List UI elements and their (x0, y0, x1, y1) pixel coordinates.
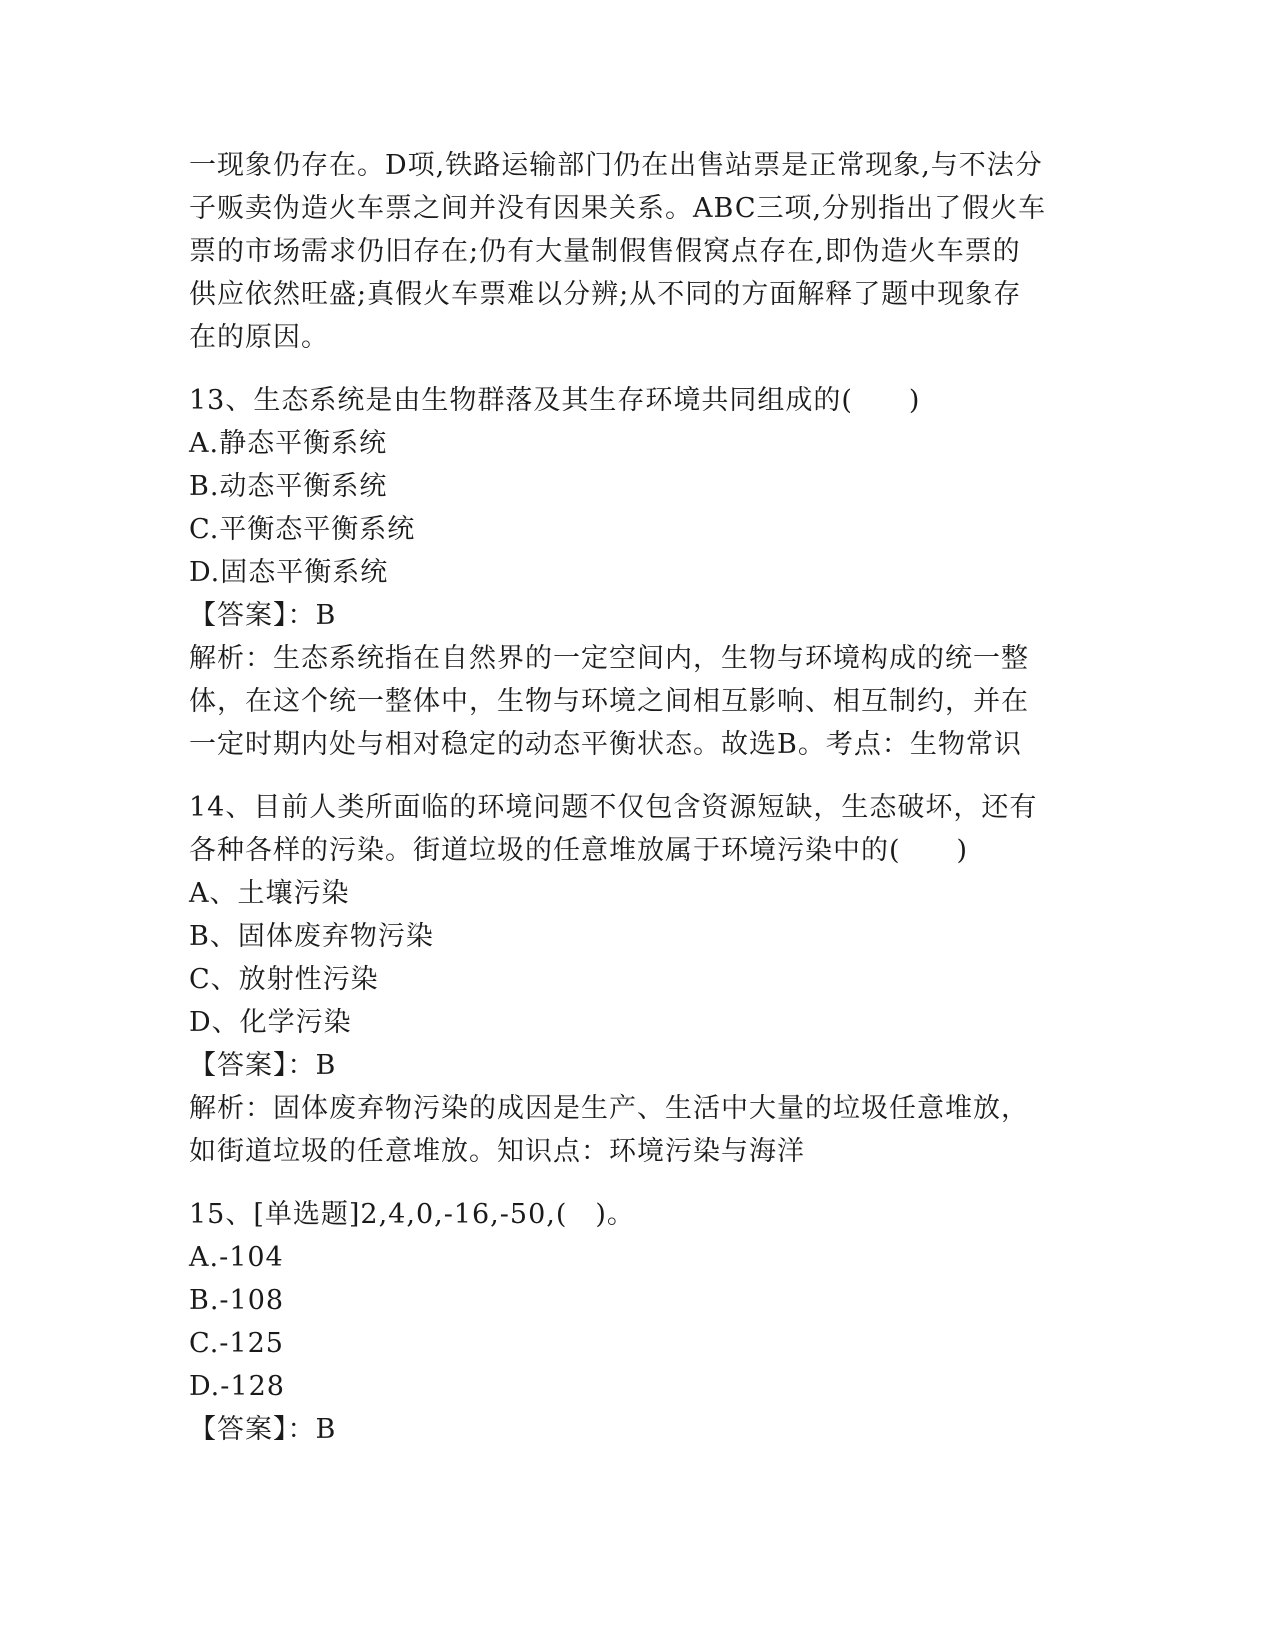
analysis-line: 解析：生态系统指在自然界的一定空间内，生物与环境构成的统一整 (189, 643, 1029, 674)
option-d: D.固态平衡系统 (189, 557, 389, 588)
analysis-line: 如街道垃圾的任意堆放。知识点：环境污染与海洋 (189, 1136, 805, 1167)
analysis-line: 体，在这个统一整体中，生物与环境之间相互影响、相互制约，并在 (189, 686, 1029, 717)
option-c: C.平衡态平衡系统 (189, 514, 416, 545)
option-b: B.动态平衡系统 (189, 471, 388, 502)
option-a: A、土壤污染 (189, 878, 350, 909)
question-stem: 13、生态系统是由生物群落及其生存环境共同组成的( ) (189, 385, 921, 416)
option-c: C、放射性污染 (189, 964, 379, 995)
option-d: D.-128 (189, 1371, 285, 1402)
text-line: 在的原因。 (189, 322, 329, 353)
question-15 (189, 1193, 1089, 1451)
text-line: 子贩卖伪造火车票之间并没有因果关系。ABC三项,分别指出了假火车 (189, 193, 1047, 224)
question-stem: 各种各样的污染。街道垃圾的任意堆放属于环境污染中的( ) (189, 835, 969, 866)
intro-paragraph (189, 144, 1089, 359)
option-b: B、固体废弃物污染 (189, 921, 434, 952)
text-line: 一现象仍存在。D项,铁路运输部门仍在出售站票是正常现象,与不法分 (189, 150, 1043, 181)
text-line: 供应依然旺盛;真假火车票难以分辨;从不同的方面解释了题中现象存 (189, 279, 1022, 310)
option-a: A.静态平衡系统 (189, 428, 388, 459)
question-14 (189, 786, 1089, 1173)
question-stem: 15、[单选题]2,4,0,-16,-50,( )。 (189, 1199, 635, 1230)
question-stem: 14、目前人类所面临的环境问题不仅包含资源短缺，生态破坏，还有 (189, 792, 1038, 823)
answer-line: 【答案】：B (189, 1050, 337, 1081)
analysis-line: 解析：固体废弃物污染的成因是生产、生活中大量的垃圾任意堆放， (189, 1093, 1029, 1124)
page-content (189, 144, 1089, 1451)
text-line: 票的市场需求仍旧存在;仍有大量制假售假窝点存在,即伪造火车票的 (189, 236, 1021, 267)
option-c: C.-125 (189, 1328, 284, 1359)
option-d: D、化学污染 (189, 1007, 352, 1038)
question-13 (189, 379, 1089, 766)
option-b: B.-108 (189, 1285, 285, 1316)
analysis-line: 一定时期内处与相对稳定的动态平衡状态。故选B。考点：生物常识 (189, 729, 1022, 760)
answer-line: 【答案】：B (189, 600, 337, 631)
option-a: A.-104 (189, 1242, 284, 1273)
answer-line: 【答案】：B (189, 1414, 337, 1445)
